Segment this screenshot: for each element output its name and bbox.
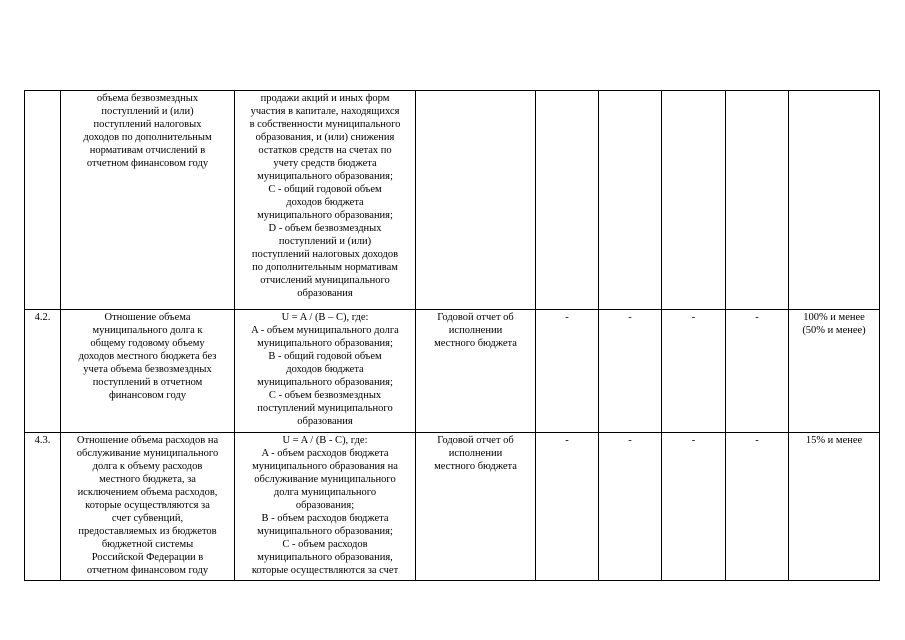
formula-cell: U = A / (B - C), где: A - объем расходов бюджета муниципального образования на обслуживание муниципального долга муниципального образования; B - объем расходов бюджета муниципального образования; C - объем расходов муниципального образования, которые осуществляются за счет	[235, 433, 416, 581]
target-value-cell: 15% и менее	[789, 433, 880, 581]
value-cell: -	[599, 310, 662, 433]
value-cell: -	[726, 310, 789, 433]
value-cell: -	[726, 433, 789, 581]
value-cell	[726, 91, 789, 310]
formula-cell: U = A / (B – C), где: A - объем муниципального долга муниципального образования; B - общий годовой объем доходов бюджета муниципального образования; C - объем безвозмездных поступлений муниципального образования	[235, 310, 416, 433]
value-cell: -	[662, 433, 726, 581]
row-number: 4.2.	[25, 310, 61, 433]
indicator-name-cell: Отношение объема муниципального долга к общему годовому объему доходов местного бюджета без учета объема безвозмездных поступлений в отчетном финансовом году	[61, 310, 235, 433]
table-row	[25, 310, 880, 433]
formula-cell: продажи акций и иных форм участия в капитале, находящихся в собственности муниципального образования, и (или) снижения остатков средств на счетах по учету средств бюджета муниципального образования; C - общий годовой объем доходов бюджета муниципального образования; D - объем безвозмездных поступлений и (или) поступлений налоговых доходов по дополнительным нормативам отчислений муниципального образования	[235, 91, 416, 310]
indicators-table	[24, 90, 880, 581]
data-source-cell: Годовой отчет об исполнении местного бюджета	[416, 310, 536, 433]
table-row	[25, 91, 880, 310]
value-cell	[662, 91, 726, 310]
target-value-cell	[789, 91, 880, 310]
data-source-cell: Годовой отчет об исполнении местного бюджета	[416, 433, 536, 581]
indicator-name-cell: Отношение объема расходов на обслуживание муниципального долга к объему расходов местного бюджета, за исключением объема расходов, которые осуществляются за счет субвенций, предоставляемых из бюджетов бюджетной системы Российской Федерации в отчетном финансовом году	[61, 433, 235, 581]
target-value-cell: 100% и менее (50% и менее)	[789, 310, 880, 433]
value-cell: -	[662, 310, 726, 433]
row-number	[25, 91, 61, 310]
table-row	[25, 433, 880, 581]
row-number: 4.3.	[25, 433, 61, 581]
indicator-name-cell: объема безвозмездных поступлений и (или) поступлений налоговых доходов по дополнительным нормативам отчислений в отчетном финансовом году	[61, 91, 235, 310]
value-cell: -	[536, 310, 599, 433]
value-cell	[536, 91, 599, 310]
value-cell: -	[599, 433, 662, 581]
data-source-cell	[416, 91, 536, 310]
value-cell	[599, 91, 662, 310]
value-cell: -	[536, 433, 599, 581]
